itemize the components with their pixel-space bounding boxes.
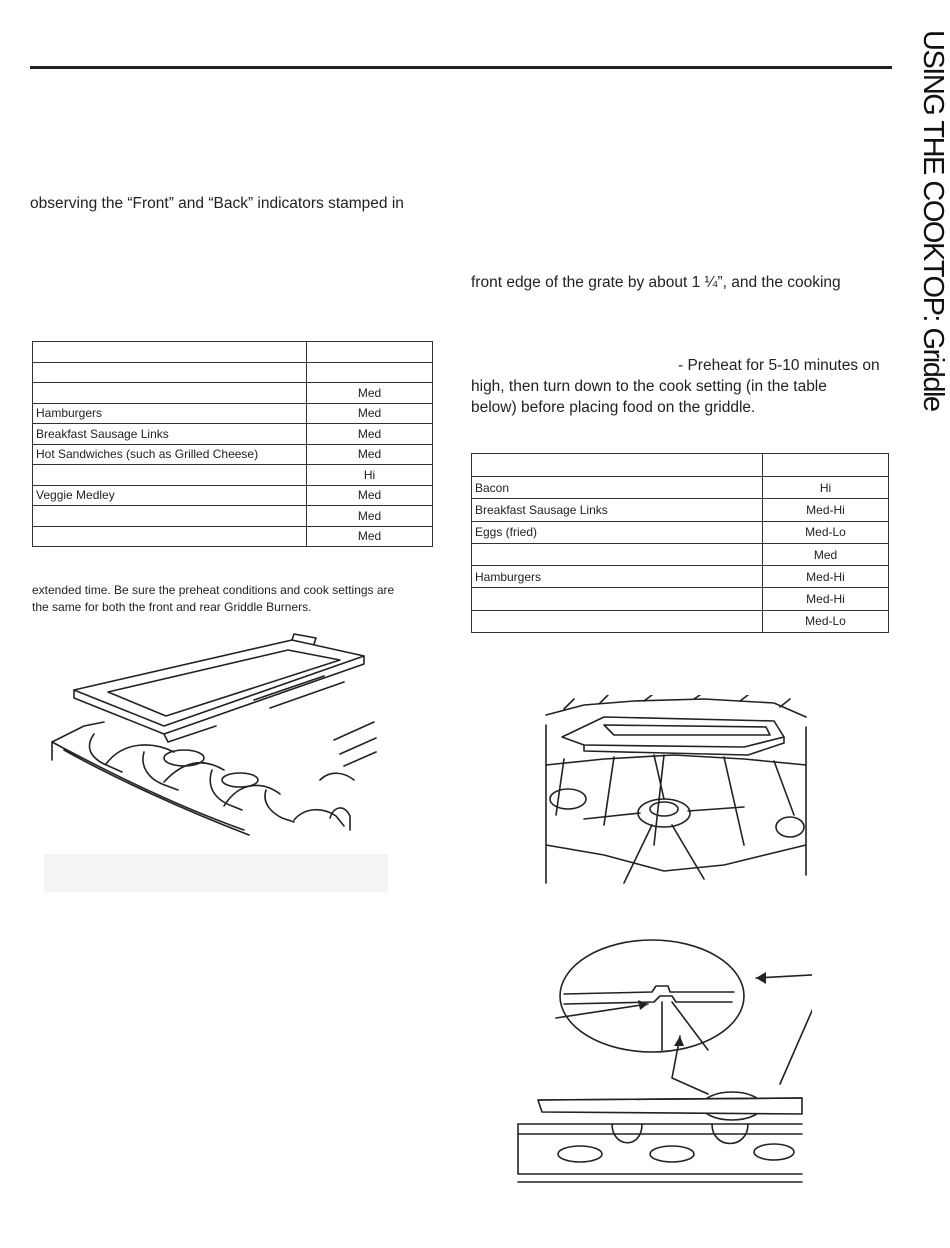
setting-cell: Hi <box>763 477 889 499</box>
left-table-row <box>33 383 433 404</box>
food-cell <box>472 454 763 477</box>
preheat-line3: below) before placing food on the griddle. <box>471 399 756 416</box>
setting-cell <box>763 454 889 477</box>
left-note-line2: the same for both the front and rear Griddle Burners. <box>32 600 312 614</box>
right-table-row <box>472 521 889 543</box>
left-table-row <box>33 424 433 445</box>
setting-cell: Med-Hi <box>763 566 889 588</box>
preheat-line2: high, then turn down to the cook setting (in the table <box>471 378 827 395</box>
food-cell: Veggie Medley <box>33 485 307 506</box>
food-cell <box>33 506 307 527</box>
right-paragraph: front edge of the grate by about 1 ¼”, and the cooking <box>471 274 841 291</box>
food-cell <box>33 342 307 363</box>
header-rule <box>30 66 892 69</box>
food-cell: Hot Sandwiches (such as Grilled Cheese) <box>33 444 307 465</box>
setting-cell <box>307 342 433 363</box>
right-table-row <box>472 588 889 610</box>
preheat-line1: - Preheat for 5-10 minutes on <box>678 357 880 374</box>
food-cell: Eggs (fried) <box>472 521 763 543</box>
setting-cell: Med <box>307 403 433 424</box>
griddle-on-cooktop-illustration <box>44 630 380 840</box>
food-cell <box>33 526 307 547</box>
food-cell: Breakfast Sausage Links <box>472 499 763 521</box>
right-table-row <box>472 499 889 521</box>
left-table-row <box>33 526 433 547</box>
setting-cell: Med <box>307 485 433 506</box>
setting-cell: Med <box>763 543 889 565</box>
setting-cell: Med-Lo <box>763 521 889 543</box>
setting-cell: Med <box>307 506 433 527</box>
left-table-row <box>33 362 433 383</box>
caption-shade-box <box>44 854 388 892</box>
setting-cell: Med <box>307 383 433 404</box>
griddle-alignment-detail-illustration <box>512 938 812 1188</box>
left-table-row <box>33 342 433 363</box>
setting-cell: Med <box>307 526 433 547</box>
right-table-row <box>472 610 889 632</box>
food-cell: Hamburgers <box>33 403 307 424</box>
setting-cell: Med <box>307 424 433 445</box>
left-paragraph: observing the “Front” and “Back” indicators stamped in <box>30 195 404 212</box>
setting-cell: Med-Hi <box>763 588 889 610</box>
right-cook-table <box>471 453 889 633</box>
food-cell <box>33 465 307 486</box>
setting-cell: Med-Lo <box>763 610 889 632</box>
left-table-row <box>33 465 433 486</box>
food-cell <box>472 588 763 610</box>
food-cell: Hamburgers <box>472 566 763 588</box>
food-cell: Breakfast Sausage Links <box>33 424 307 445</box>
left-table-row <box>33 444 433 465</box>
right-table-row <box>472 543 889 565</box>
setting-cell <box>307 362 433 383</box>
setting-cell: Hi <box>307 465 433 486</box>
right-table-row <box>472 477 889 499</box>
left-note-line1: extended time. Be sure the preheat conditions and cook settings are <box>32 583 395 597</box>
side-title-text: USING THE COOKTOP: Griddle <box>917 30 949 411</box>
food-cell <box>472 543 763 565</box>
food-cell <box>472 610 763 632</box>
section-side-title <box>915 30 950 470</box>
right-table-row <box>472 454 889 477</box>
griddle-on-grates-illustration <box>544 695 812 887</box>
right-table-row <box>472 566 889 588</box>
food-cell: Bacon <box>472 477 763 499</box>
setting-cell: Med <box>307 444 433 465</box>
food-cell <box>33 362 307 383</box>
setting-cell: Med-Hi <box>763 499 889 521</box>
left-table-row <box>33 506 433 527</box>
left-table-row <box>33 403 433 424</box>
left-cook-table <box>32 341 433 547</box>
food-cell <box>33 383 307 404</box>
left-table-row <box>33 485 433 506</box>
